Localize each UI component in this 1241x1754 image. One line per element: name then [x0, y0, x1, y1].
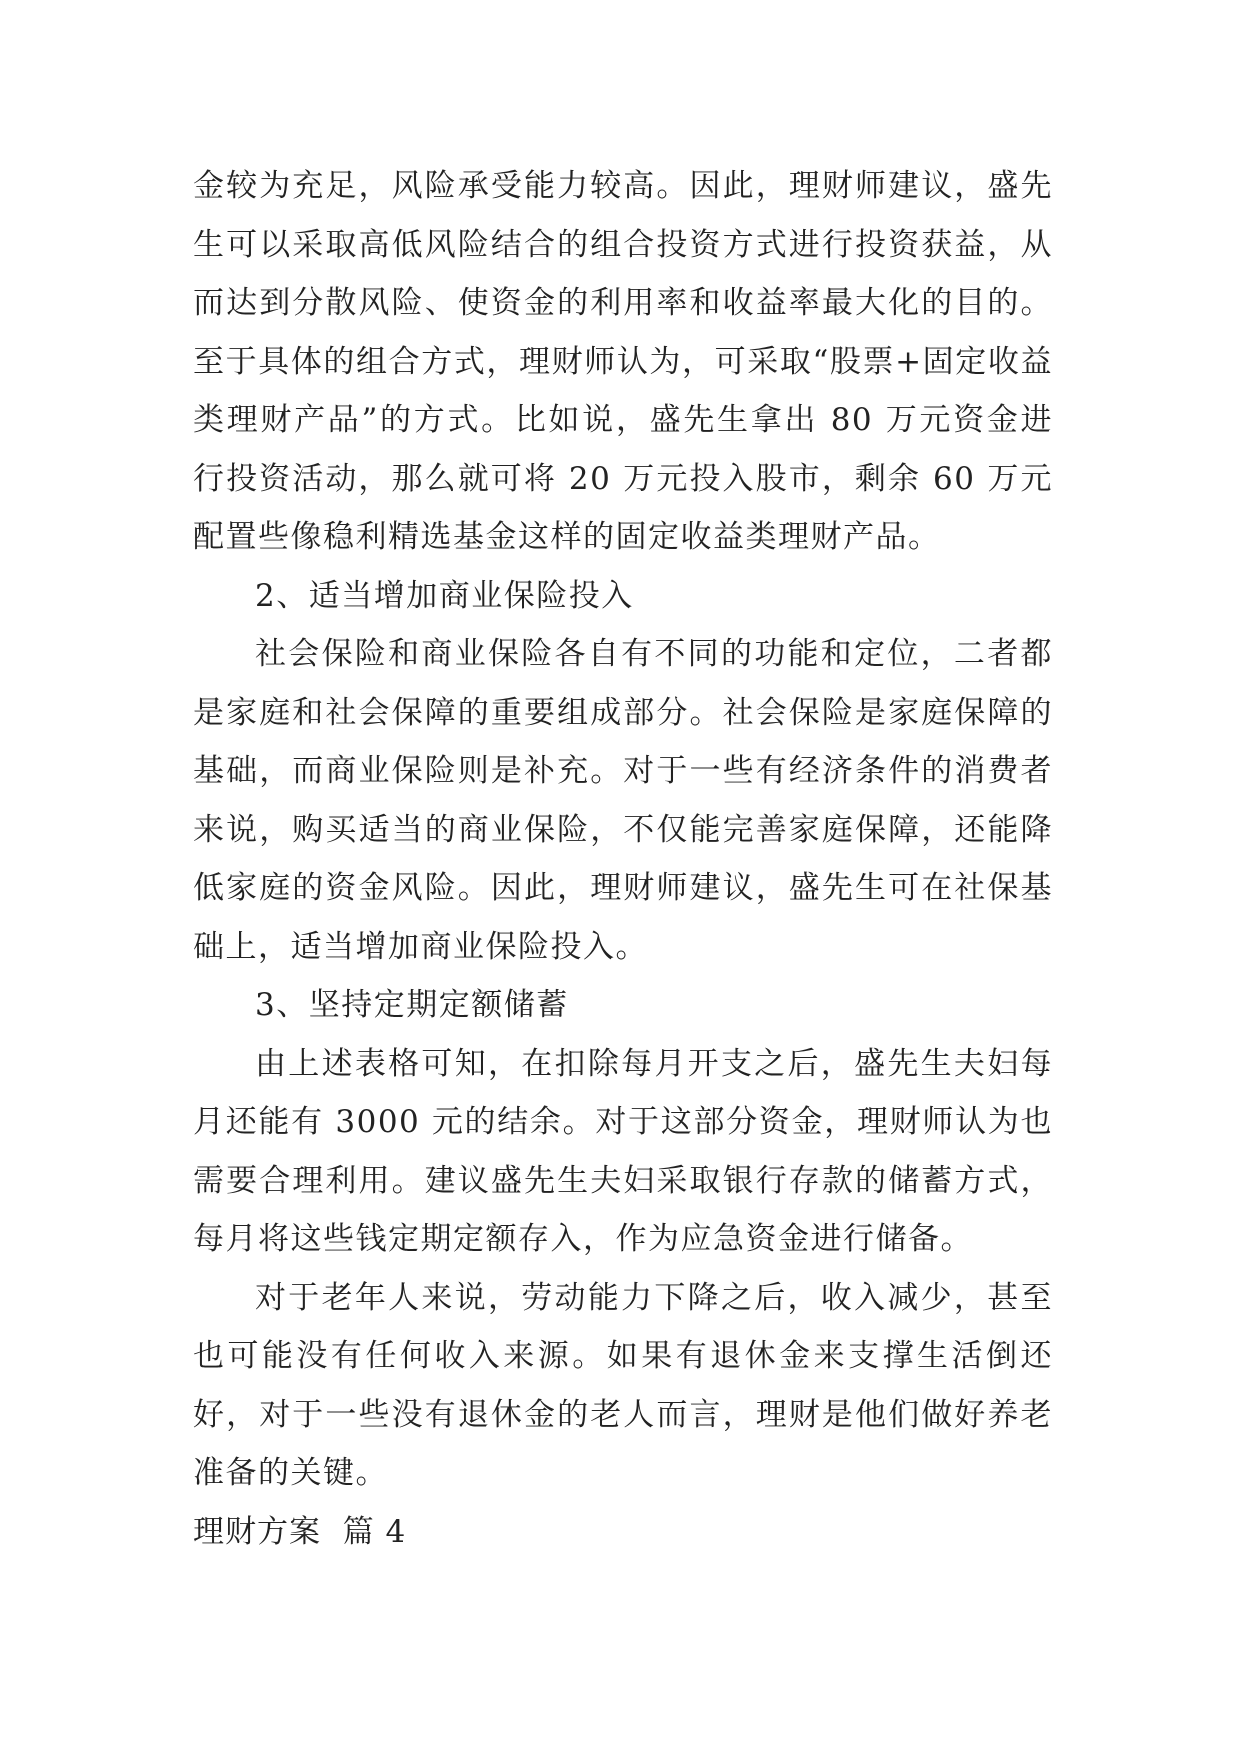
paragraph-investment-strategy: 金较为充足，风险承受能力较高。因此，理财师建议，盛先生可以采取高低风险结合的组合投资方式进行投资获益，从而达到分散风险、使资金的利用率和收益率最大化的目的。至于具体的组合方式，理财师认为，可采取“股票+固定收益类理财产品”的方式。比如说，盛先生拿出 80 万元资金进行投资活动，那么就可将 20 万元投入股市，剩余 60 万元配置些像稳利精选基金这样的固定收益类理财产品。 [193, 168, 1053, 555]
heading-commercial-insurance: 2、适当增加商业保险投入 [255, 577, 634, 614]
section-title: 理财方案 篇 4 [193, 1513, 407, 1550]
paragraph-regular-savings: 由上述表格可知，在扣除每月开支之后，盛先生夫妇每月还能有 3000 元的结余。对于这部分资金，理财师认为也需要合理利用。建议盛先生夫妇采取银行存款的储蓄方式，每月将这些钱定期定额存入，作为应急资金进行储备。 [193, 1045, 1053, 1257]
paragraph-elderly-finance: 对于老年人来说，劳动能力下降之后，收入减少，甚至也可能没有任何收入来源。如果有退休金来支撑生活倒还好，对于一些没有退休金的老人而言，理财是他们做好养老准备的关键。 [193, 1279, 1053, 1491]
document-body [193, 157, 1053, 1561]
heading-regular-savings: 3、坚持定期定额储蓄 [255, 987, 569, 1023]
paragraph-commercial-insurance: 社会保险和商业保险各自有不同的功能和定位，二者都是家庭和社会保障的重要组成部分。社会保险是家庭保障的基础，而商业保险则是补充。对于一些有经济条件的消费者来说，购买适当的商业保险，不仅能完善家庭保障，还能降低家庭的资金风险。因此，理财师建议，盛先生可在社保基础上，适当增加商业保险投入。 [193, 636, 1053, 965]
